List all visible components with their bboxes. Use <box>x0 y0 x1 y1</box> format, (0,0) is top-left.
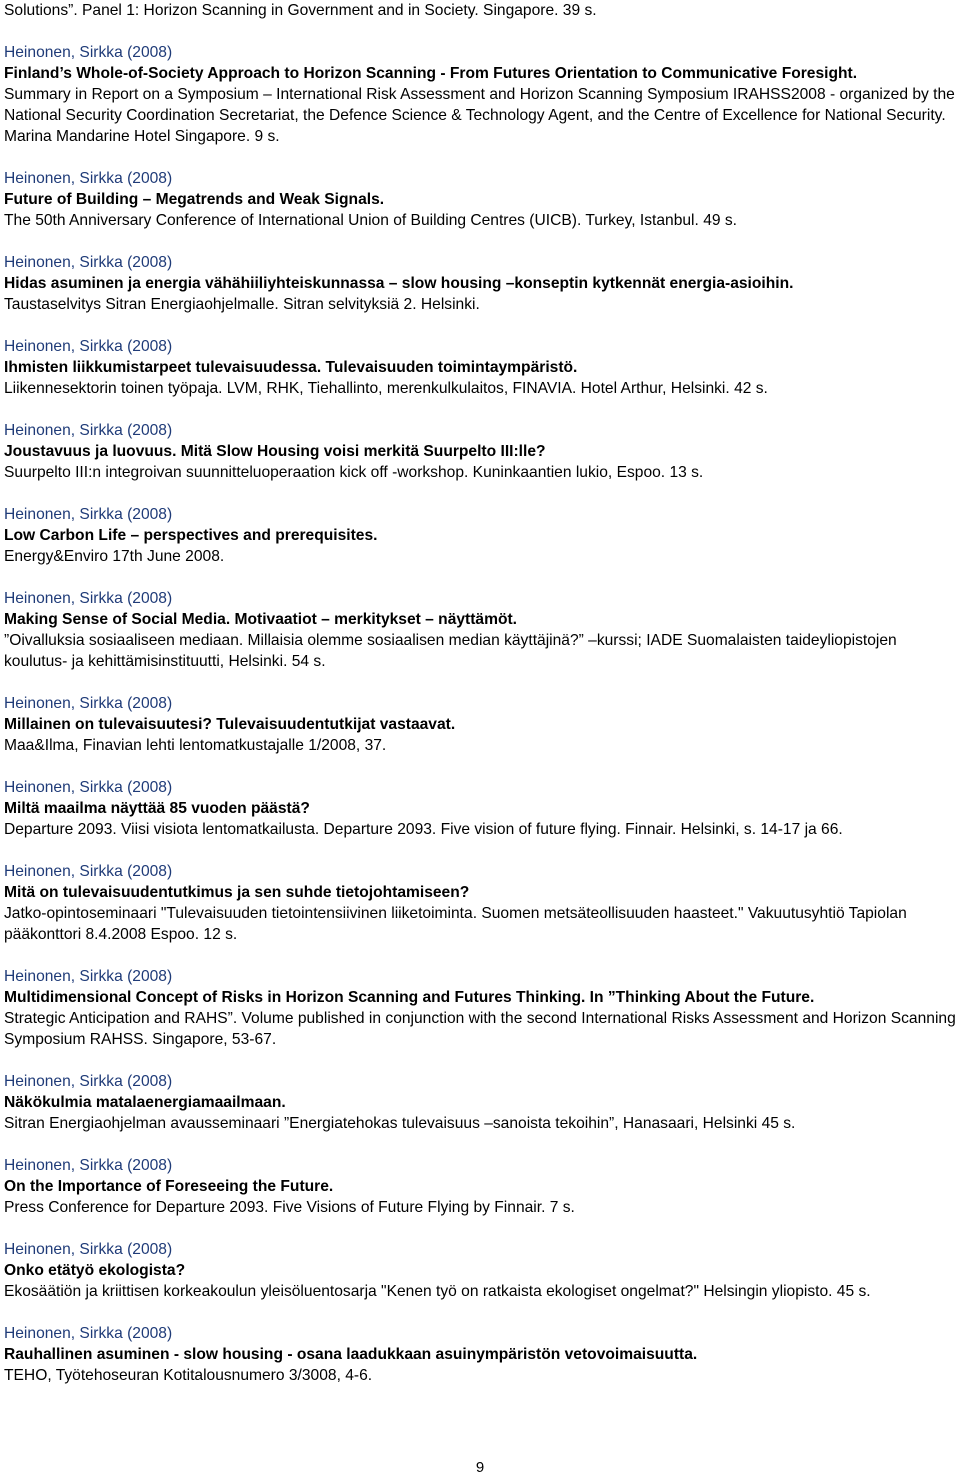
reference-details: Jatko-opintoseminaari "Tulevaisuuden tietointensiivinen liiketoiminta. Suomen metsäteollisuuden haasteet." Vakuutusyhtiö Tapiolan pääkonttori 8.4.2008 Espoo. 12 s. <box>4 905 907 943</box>
reference-title: On the Importance of Foreseeing the Future. <box>4 1178 334 1195</box>
reference-details: Summary in Report on a Symposium – International Risk Assessment and Horizon Scanning Symposium IRAHSS2008 - organized by the National Security Coordination Secretariat, the Defence Science & Technology Agent, and the Centre of Excellence for National Security. Marina Mandarine Hotel Singapore. 9 s. <box>4 86 955 145</box>
reference-title: Onko etätyö ekologista? <box>4 1262 186 1279</box>
reference-entry <box>4 1071 956 1134</box>
reference-author: Heinonen, Sirkka (2008) <box>4 338 173 355</box>
reference-title: Ihmisten liikkumistarpeet tulevaisuudessa. Tulevaisuuden toimintaympäristö. <box>4 359 578 376</box>
document-body <box>4 0 956 1386</box>
reference-title: Rauhallinen asuminen - slow housing - osana laadukkaan asuinympäristön vetovoimaisuutta. <box>4 1346 698 1363</box>
reference-author: Heinonen, Sirkka (2008) <box>4 590 173 607</box>
reference-entry <box>4 420 956 483</box>
lead-line: Solutions”. Panel 1: Horizon Scanning in Government and in Society. Singapore. 39 s. <box>4 2 597 19</box>
reference-entry <box>4 966 956 1050</box>
reference-entry <box>4 252 956 315</box>
reference-author: Heinonen, Sirkka (2008) <box>4 254 173 271</box>
reference-author: Heinonen, Sirkka (2008) <box>4 863 173 880</box>
reference-author: Heinonen, Sirkka (2008) <box>4 422 173 439</box>
reference-author: Heinonen, Sirkka (2008) <box>4 506 173 523</box>
reference-title: Miltä maailma näyttää 85 vuoden päästä? <box>4 800 310 817</box>
reference-author: Heinonen, Sirkka (2008) <box>4 1073 173 1090</box>
reference-details: Energy&Enviro 17th June 2008. <box>4 548 225 565</box>
reference-details: Sitran Energiaohjelman avausseminaari ”Energiatehokas tulevaisuus –sanoista tekoihin”, Hanasaari, Helsinki 45 s. <box>4 1115 796 1132</box>
reference-entry <box>4 168 956 231</box>
reference-details: Taustaselvitys Sitran Energiaohjelmalle. Sitran selvityksiä 2. Helsinki. <box>4 296 480 313</box>
reference-entry <box>4 504 956 567</box>
reference-entry <box>4 1323 956 1386</box>
reference-entry <box>4 693 956 756</box>
reference-title: Hidas asuminen ja energia vähähiiliyhteiskunnassa – slow housing –konseptin kytkennät energia-asioihin. <box>4 275 794 292</box>
reference-title: Joustavuus ja luovuus. Mitä Slow Housing voisi merkitä Suurpelto III:lle? <box>4 443 546 460</box>
reference-details: Ekosäätiön ja kriittisen korkeakoulun yleisöluentosarja "Kenen työ on ratkaista ekologiset ongelmat?" Helsingin yliopisto. 45 s. <box>4 1283 871 1300</box>
reference-details: Liikennesektorin toinen työpaja. LVM, RHK, Tiehallinto, merenkulkulaitos, FINAVIA. Hotel Arthur, Helsinki. 42 s. <box>4 380 768 397</box>
reference-entry <box>4 42 956 147</box>
reference-author: Heinonen, Sirkka (2008) <box>4 968 173 985</box>
reference-details: The 50th Anniversary Conference of International Union of Building Centres (UICB). Turkey, Istanbul. 49 s. <box>4 212 737 229</box>
reference-title: Näkökulmia matalaenergiamaailmaan. <box>4 1094 286 1111</box>
reference-entry <box>4 336 956 399</box>
reference-title: Making Sense of Social Media. Motivaatiot – merkitykset – näyttämöt. <box>4 611 518 628</box>
reference-author: Heinonen, Sirkka (2008) <box>4 1157 173 1174</box>
reference-entry <box>4 1239 956 1302</box>
reference-title: Mitä on tulevaisuudentutkimus ja sen suhde tietojohtamiseen? <box>4 884 470 901</box>
reference-details: ”Oivalluksia sosiaaliseen mediaan. Millaisia olemme sosiaalisen median käyttäjinä?” –kurssi; IADE Suomalaisten taideyliopistojen koulutus- ja kehittämisinstituutti, Helsinki. 54 s. <box>4 632 897 670</box>
reference-author: Heinonen, Sirkka (2008) <box>4 1325 173 1342</box>
reference-details: TEHO, Työtehoseuran Kotitalousnumero 3/3008, 4-6. <box>4 1367 373 1384</box>
reference-title: Low Carbon Life – perspectives and prerequisites. <box>4 527 378 544</box>
reference-author: Heinonen, Sirkka (2008) <box>4 695 173 712</box>
reference-details: Suurpelto III:n integroivan suunnitteluoperaation kick off -workshop. Kuninkaantien lukio, Espoo. 13 s. <box>4 464 704 481</box>
reference-details: Departure 2093. Viisi visiota lentomatkailusta. Departure 2093. Five vision of future flying. Finnair. Helsinki, s. 14-17 ja 66. <box>4 821 843 838</box>
reference-title: Multidimensional Concept of Risks in Horizon Scanning and Futures Thinking. In ”Thinking About the Future. <box>4 989 815 1006</box>
reference-title: Future of Building – Megatrends and Weak Signals. <box>4 191 385 208</box>
reference-entry <box>4 1155 956 1218</box>
reference-author: Heinonen, Sirkka (2008) <box>4 170 173 187</box>
reference-author: Heinonen, Sirkka (2008) <box>4 1241 173 1258</box>
reference-author: Heinonen, Sirkka (2008) <box>4 779 173 796</box>
reference-title: Finland’s Whole-of-Society Approach to Horizon Scanning - From Futures Orientation to Communicative Foresight. <box>4 65 858 82</box>
reference-details: Strategic Anticipation and RAHS”. Volume published in conjunction with the second International Risks Assessment and Horizon Scanning Symposium RAHSS. Singapore, 53-67. <box>4 1010 956 1048</box>
reference-details: Press Conference for Departure 2093. Five Visions of Future Flying by Finnair. 7 s. <box>4 1199 575 1216</box>
reference-entry <box>4 861 956 945</box>
reference-details: Maa&Ilma, Finavian lehti lentomatkustajalle 1/2008, 37. <box>4 737 387 754</box>
reference-title: Millainen on tulevaisuutesi? Tulevaisuudentutkijat vastaavat. <box>4 716 456 733</box>
reference-author: Heinonen, Sirkka (2008) <box>4 44 173 61</box>
reference-entry <box>4 777 956 840</box>
page-number: 9 <box>475 1459 485 1476</box>
reference-entry <box>4 588 956 672</box>
